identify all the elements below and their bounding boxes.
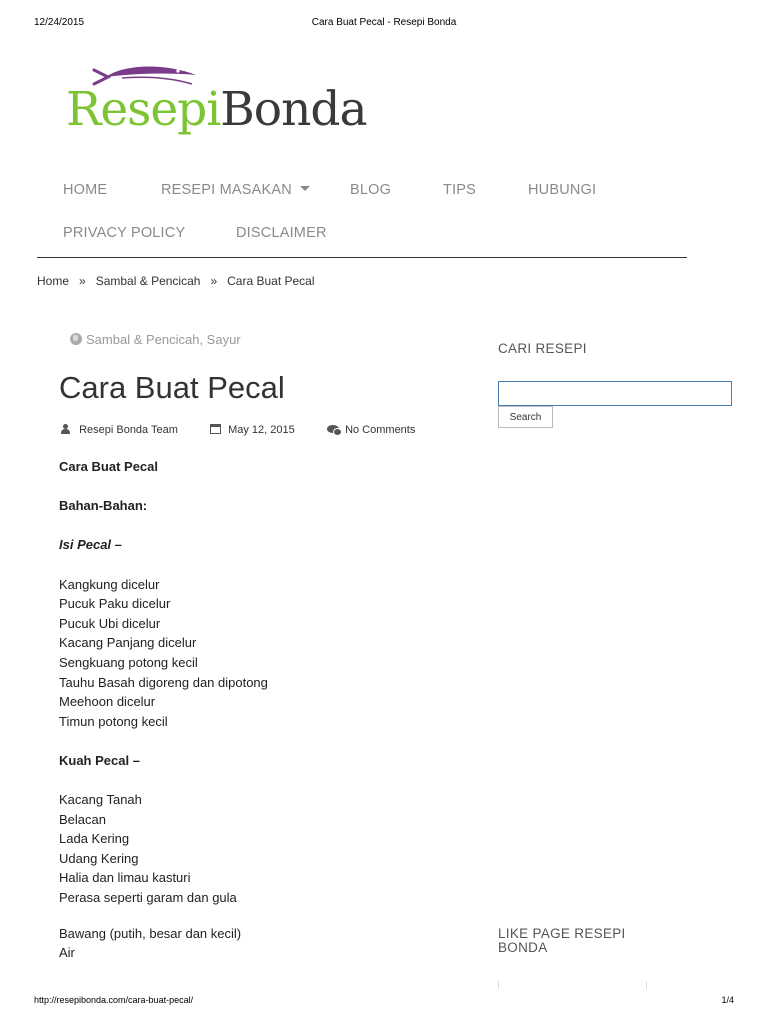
- breadcrumb-home[interactable]: Home: [37, 274, 70, 288]
- facebook-box-edge: [498, 981, 499, 989]
- site-logo[interactable]: [66, 62, 376, 142]
- user-icon: [61, 424, 70, 434]
- print-url: http://resepibonda.com/cara-buat-pecal/: [34, 995, 194, 1005]
- calendar-icon: [210, 424, 221, 434]
- post-date-text: May 12, 2015: [228, 424, 295, 436]
- logo-word-bonda: Bonda: [220, 82, 367, 137]
- bahan-heading: Bahan-Bahan:: [59, 498, 148, 514]
- list-item: Air: [59, 945, 75, 961]
- search-button[interactable]: Search: [498, 406, 553, 428]
- list-item: Bawang (putih, besar dan kecil): [59, 925, 242, 941]
- isi-heading: Isi Pecal –: [59, 537, 122, 553]
- nav-hubungi[interactable]: HUBUNGI: [528, 182, 597, 198]
- spacer: [59, 731, 459, 751]
- print-date: 12/24/2015: [34, 17, 85, 28]
- breadcrumb: [37, 274, 315, 288]
- list-item: Meehoon dicelur: [59, 694, 156, 710]
- globe-icon: [70, 333, 82, 345]
- post-content: [59, 457, 459, 963]
- post-title: Cara Buat Pecal: [59, 370, 285, 405]
- list-item: Lada Kering: [59, 831, 130, 847]
- list-item: Timun potong kecil: [59, 713, 168, 729]
- caret-down-icon: [300, 186, 310, 191]
- spacer: [59, 477, 459, 497]
- post-author: [61, 424, 178, 436]
- post-date: [210, 424, 295, 436]
- list-item: Belacan: [59, 811, 106, 827]
- breadcrumb-current: Cara Buat Pecal: [227, 274, 315, 288]
- like-page-widget-title: [498, 927, 626, 955]
- content-heading: Cara Buat Pecal: [59, 459, 158, 474]
- list-item: Pucuk Paku dicelur: [59, 596, 171, 612]
- post-author-link[interactable]: Resepi Bonda Team: [79, 424, 178, 436]
- post-categories-links[interactable]: Sambal & Pencicah, Sayur: [86, 332, 241, 347]
- spacer: [59, 908, 459, 924]
- breadcrumb-separator: »: [79, 274, 86, 288]
- nav-tips[interactable]: TIPS: [443, 182, 477, 198]
- comments-icon: [327, 425, 339, 433]
- post-comments-link[interactable]: No Comments: [345, 424, 416, 436]
- search-input[interactable]: [498, 381, 732, 406]
- list-item: Halia dan limau kasturi: [59, 870, 191, 886]
- print-footer: [0, 995, 768, 1009]
- list-item: Kacang Tanah: [59, 792, 142, 808]
- nav-privacy-policy[interactable]: PRIVACY POLICY: [63, 225, 186, 241]
- list-item: Pucuk Ubi dicelur: [59, 615, 161, 631]
- post-categories: [70, 332, 241, 347]
- list-item: Udang Kering: [59, 850, 139, 866]
- nav-home[interactable]: HOME: [63, 182, 108, 198]
- like-title-line2: BONDA: [498, 940, 548, 955]
- list-item: Kangkung dicelur: [59, 576, 160, 592]
- nav-disclaimer[interactable]: DISCLAIMER: [236, 225, 327, 241]
- facebook-box-edge: [646, 981, 647, 989]
- list-item: Tauhu Basah digoreng dan dipotong: [59, 674, 268, 690]
- spacer: [59, 771, 459, 791]
- logo-word-resepi: Resepi: [66, 82, 221, 137]
- spacer: [59, 516, 459, 536]
- nav-blog[interactable]: BLOG: [350, 182, 392, 198]
- list-item: Sengkuang potong kecil: [59, 654, 198, 670]
- print-header: [0, 17, 768, 31]
- spacer: [59, 555, 459, 575]
- breadcrumb-separator: »: [210, 274, 218, 288]
- print-title: Cara Buat Pecal - Resepi Bonda: [311, 17, 457, 28]
- kuah-heading: Kuah Pecal –: [59, 752, 140, 768]
- nav-resepi-masakan-label: RESEPI MASAKAN: [161, 182, 292, 198]
- list-item: Kacang Panjang dicelur: [59, 635, 197, 651]
- logo-wordmark: [66, 82, 366, 137]
- main-nav: [37, 168, 687, 258]
- search-widget-title: CARI RESEPI: [498, 341, 587, 356]
- breadcrumb-category[interactable]: Sambal & Pencicah: [95, 274, 201, 288]
- list-item: Perasa seperti garam dan gula: [59, 890, 237, 906]
- post-comments: [327, 424, 415, 436]
- print-page-number: 1/4: [721, 995, 734, 1005]
- like-title-line1: LIKE PAGE RESEPI: [498, 926, 626, 941]
- nav-resepi-masakan[interactable]: [161, 182, 310, 198]
